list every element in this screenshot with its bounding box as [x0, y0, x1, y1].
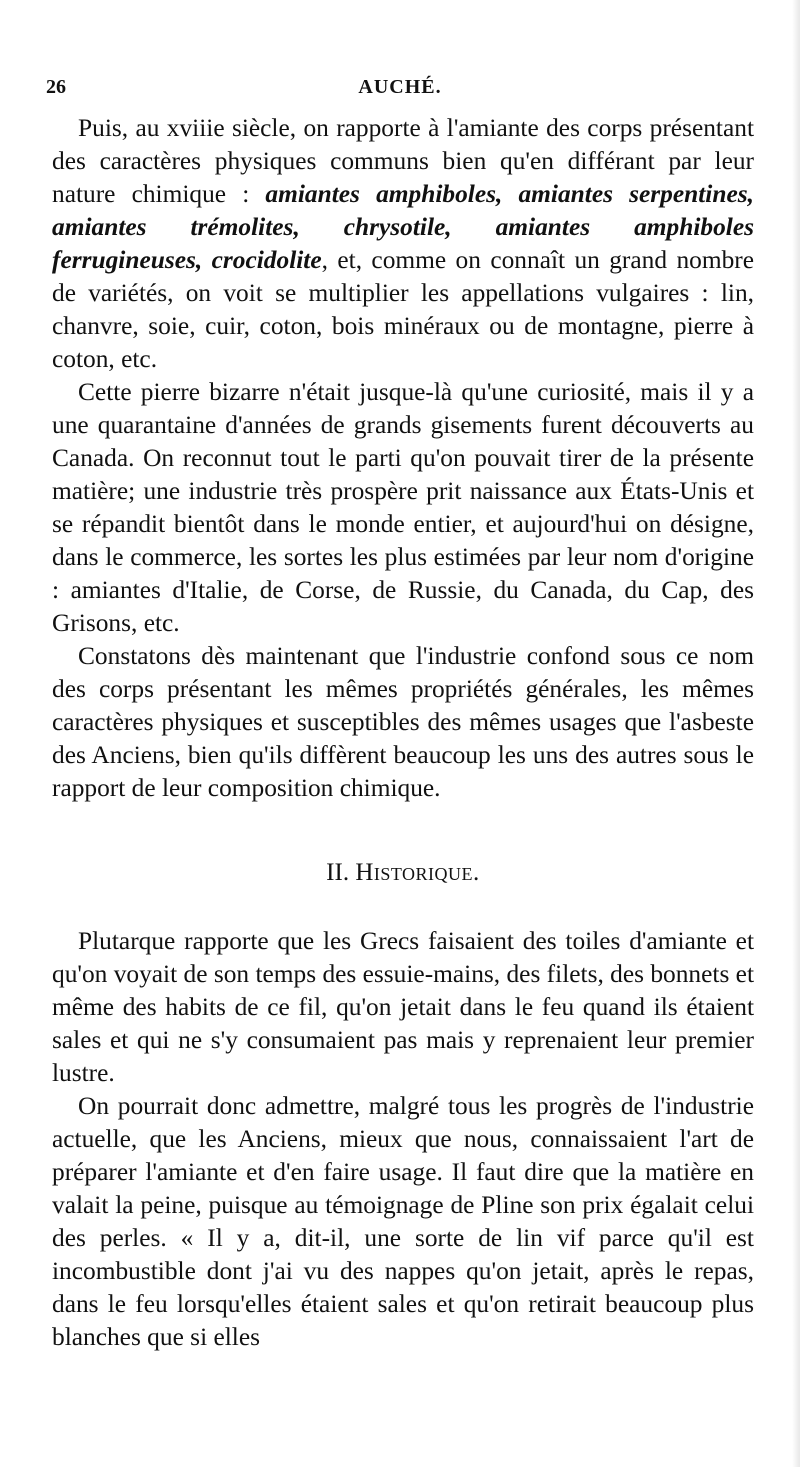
page-header: [46, 76, 754, 106]
section-numeral: II.: [326, 859, 350, 886]
body-text-top: [52, 112, 754, 805]
section-title: Historique.: [355, 859, 480, 886]
paragraph: Cette pierre bizarre n'était jusque-là qu'une curiosité, mais il y a une quarantaine d'années de grands gisements furent découverts au Canada. On reconnut tout le parti qu'on pouvait tirer de la présente matière; une industrie très prospère prit naissance aux États-Unis et se répandit bientôt dans le monde entier, et aujourd'hui on désigne, dans le commerce, les sortes les plus estimées par leur nom d'origine : amiantes d'Italie, de Corse, de Russie, du Canada, du Cap, des Grisons, etc.: [52, 378, 754, 637]
paragraph-text: , et, comme on connaît un grand nombre de variétés, on voit se multiplier les appellations vulgaires : lin, chanvre, soie, cuir, coton, bois minéraux ou de montagne, pierre à coton, etc.: [52, 246, 755, 373]
paragraph-text: Puis, au xviiie siècle, on rapporte à l'amiante des corps présentant des caractères physiques communs bien qu'en différant par leur nature chimique :: [52, 114, 754, 208]
paragraph: [52, 112, 754, 376]
paragraph: Constatons dès maintenant que l'industrie confond sous ce nom des corps présentant les mêmes propriétés générales, les mêmes caractères physiques et susceptibles des mêmes usages que l'asbeste des Anciens, bien qu'ils diffèrent beaucoup les uns des autres sous le rapport de leur composition chimique.: [52, 642, 754, 802]
scan-edge-shadow: [792, 0, 800, 1467]
body-text-bottom: [52, 925, 754, 1354]
mineral-list: amiantes amphiboles, amiantes serpentines, amiantes trémolites, chrysotile, amiantes amphiboles ferrugineuses, crocidolite: [52, 180, 754, 274]
paragraph: Plutarque rapporte que les Grecs faisaient des toiles d'amiante et qu'on voyait de son temps des essuie-mains, des filets, des bonnets et même des habits de ce fil, qu'on jetait dans le feu quand ils étaient sales et qui ne s'y consumaient pas mais y reprenaient leur premier lustre.: [52, 927, 754, 1087]
page-number: 26: [46, 76, 66, 98]
section-heading: [52, 858, 754, 888]
paragraph: On pourrait donc admettre, malgré tous les progrès de l'industrie actuelle, que les Anciens, mieux que nous, connaissaient l'art de préparer l'amiante et d'en faire usage. Il faut dire que la matière en valait la peine, puisque au témoignage de Pline son prix égalait celui des perles. « Il y a, dit-il, une sorte de lin vif parce qu'il est incombustible dont j'ai vu des nappes qu'on jetait, après le repas, dans le feu lorsqu'elles étaient sales et qu'on retirait beaucoup plus blanches que si elles: [52, 1092, 754, 1351]
running-head: AUCHÉ.: [358, 76, 442, 98]
